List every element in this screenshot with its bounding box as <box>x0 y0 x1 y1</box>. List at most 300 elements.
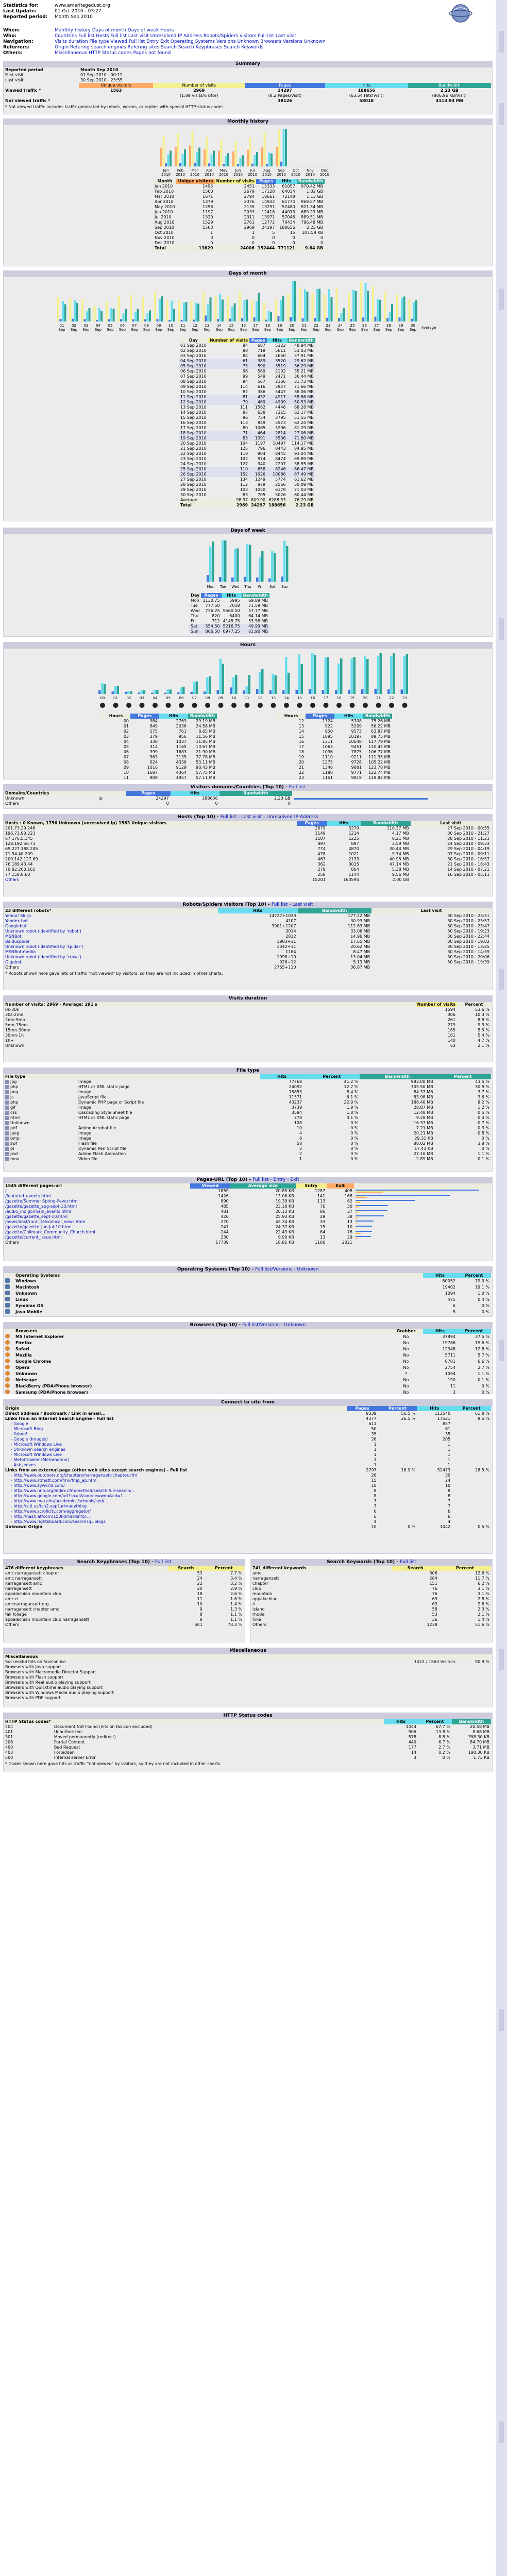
notviewed-value <box>153 98 245 104</box>
page-url[interactable]: /gazette/gazette_sept-10.html <box>5 1214 68 1219</box>
search-engine-name[interactable]: - MetaCrawler (Metamoteur) <box>11 1458 70 1462</box>
year-tick-label: 2010 <box>248 173 257 177</box>
robot-name[interactable]: Gigabot <box>5 960 22 964</box>
table-cell: 8 <box>448 1494 451 1498</box>
robot-row <box>4 950 491 955</box>
clock-icon <box>336 703 342 708</box>
filetype-ext <box>4 1151 77 1157</box>
referring-site-link[interactable]: - http://www.outdoors.org/chapters/narragansett-chapter.cfm <box>11 1473 138 1478</box>
day-value: 8445 <box>275 451 286 456</box>
month-tick-label: Sep <box>167 328 175 332</box>
browser-row <box>4 1352 491 1359</box>
filetype-bw-pct: 0 % <box>481 1136 489 1141</box>
notviewed-value: 4113.94 MB <box>435 98 463 103</box>
browsers-panel <box>3 1328 493 1394</box>
bandwidth-bar <box>301 664 303 694</box>
hour-label: 07 <box>123 755 129 759</box>
filetype-bandwidth: 7.21 MB <box>416 1126 433 1130</box>
os-panel <box>3 1273 493 1317</box>
daysofmonth-panel <box>3 277 493 521</box>
keyphrases-count: 8 <box>199 1617 202 1622</box>
month-tick-label: Sep <box>276 328 283 332</box>
hits-bar <box>271 551 274 582</box>
day-value: 75 <box>242 364 248 368</box>
file-icon <box>5 1090 9 1094</box>
os-links[interactable]: Full list/Versions - Unknown <box>255 1267 319 1272</box>
pages-bar <box>157 319 159 321</box>
hits-bar <box>297 166 299 167</box>
os-row <box>4 1291 491 1297</box>
pages-bar <box>256 578 259 582</box>
search-engine-name[interactable]: - Microsoft Windows Live <box>11 1442 62 1447</box>
hour-tick-label: 03 <box>140 696 144 700</box>
keyphrases-percent: 1.1 % <box>230 1612 242 1617</box>
referring-site-row <box>4 1473 491 1478</box>
filetype-desc: Image <box>78 1105 92 1110</box>
misc-value <box>328 1696 457 1701</box>
page-url[interactable]: /gazette/gazette_aug-sept-10.html <box>5 1204 77 1209</box>
others-label: Others <box>5 877 19 882</box>
day-label: 21 Sep 2010 <box>180 446 207 451</box>
filetype-hits: 108 <box>294 1121 302 1125</box>
filetype-ext <box>4 1141 77 1146</box>
month-tick-label: Sep <box>94 328 102 332</box>
search-engine-name[interactable]: - Microsoft Bing <box>11 1427 43 1431</box>
robot-name[interactable]: Unknown robot (identified by 'crawl') <box>5 955 81 959</box>
scroll-marker <box>499 2009 504 2031</box>
keyphrases-count: 53 <box>197 1571 202 1575</box>
bandwidth-bar <box>125 309 127 321</box>
total-value: 24006 <box>240 246 255 250</box>
scrollbar-track[interactable] <box>496 0 507 2576</box>
table-cell: 6 <box>374 1514 377 1519</box>
hits-bar <box>123 313 125 321</box>
table-cell <box>411 877 491 883</box>
hits-bar <box>231 307 233 321</box>
day-value: 1197 <box>255 441 266 446</box>
keyphrases-percent: 7.7 % <box>230 1571 242 1575</box>
page-url[interactable]: /gazette/current_issue.html <box>5 1235 62 1240</box>
day-row <box>179 477 315 482</box>
total-value: 2969 <box>236 503 248 507</box>
bandwidth-bar <box>379 300 381 321</box>
referring-site-link[interactable]: - http://siti.us/tsn2.asp?url=anything <box>11 1504 87 1509</box>
month-value: 1 <box>251 230 255 235</box>
status-hits: 906 <box>408 1730 416 1734</box>
day-tick-label: 12 <box>193 324 197 328</box>
bandwidth-bar <box>213 150 215 166</box>
filetype-row <box>4 1115 491 1121</box>
keyphrases-row <box>4 1617 244 1622</box>
day-value: 37.91 MB <box>294 353 314 358</box>
nav-links-referrers[interactable]: Origin Refering search engines Refering sites Search Search Keyphrases Search Keywords <box>55 45 264 50</box>
browsers-links[interactable]: Full list/Versions - Unknown <box>242 1323 306 1328</box>
hour-label: 11 <box>123 775 129 780</box>
others-row <box>4 1622 244 1628</box>
bandwidth-bar <box>222 300 224 321</box>
keyphrases-count: 24 <box>197 1576 202 1581</box>
month-value: 1.02 GB <box>307 189 324 194</box>
pages-links[interactable]: Full list - Entry - Exit <box>252 1177 299 1182</box>
browser-name: Safari <box>15 1347 29 1351</box>
notviewed-label: Not viewed traffic * <box>5 98 50 103</box>
bandwidth-bar <box>234 303 236 321</box>
day-row <box>179 451 315 456</box>
hits-bar <box>240 158 242 166</box>
page-url[interactable]: /news/dost/rural_telco/local_news.html <box>5 1219 86 1224</box>
weekday-label: Tue <box>191 603 198 608</box>
filetype-row <box>4 1121 491 1126</box>
hits-bar <box>298 654 301 694</box>
hits-bar <box>147 313 149 321</box>
host-last-visit: 27 Sep 2010 - 00:55 <box>447 826 489 831</box>
nav-links-others[interactable]: Miscellaneous HTTP Status codes Pages not found <box>55 50 171 56</box>
pages-bar <box>401 689 403 694</box>
robot-name[interactable]: Unknown robot (identified by 'spider') <box>5 944 83 949</box>
month-value: 1.13 GB <box>307 194 324 199</box>
page-url[interactable]: / <box>5 1189 7 1193</box>
hour-label: 05 <box>123 744 129 749</box>
page-url[interactable]: /audio_indigo/main_events.html <box>5 1209 71 1214</box>
browser-grabber: No <box>403 1365 409 1370</box>
month-value: 61057 <box>282 184 295 189</box>
robot-bandwidth: 13.04 MB <box>350 955 370 959</box>
status-code: 400 <box>5 1745 13 1750</box>
pages-bar <box>326 318 328 321</box>
table-cell <box>378 1519 417 1524</box>
status-percent: 13.8 % <box>436 1730 450 1734</box>
filetype-row <box>4 1079 491 1084</box>
bandwidth-bar <box>353 657 356 694</box>
search-engine-row <box>4 1452 491 1458</box>
monthly-panel <box>3 125 493 266</box>
weekday-label: Sun <box>191 629 199 634</box>
day-value: 1391 <box>255 436 266 440</box>
column-header <box>457 1654 491 1659</box>
keyphrases-full-list[interactable]: Full list <box>155 1560 172 1565</box>
weekday-value: 5216.75 <box>223 624 240 629</box>
hosts-title: Hosts (Top 10) - Full list - Last visit - Unresolved IP Address <box>3 814 493 820</box>
hits-bar <box>403 656 406 694</box>
robot-name[interactable]: Baiduspider <box>5 939 30 944</box>
month-tick-label: Sep <box>215 328 223 332</box>
viewed-bar <box>356 1215 384 1216</box>
robot-name[interactable]: Unknown robot (identified by 'robot') <box>5 929 81 934</box>
keywords-row <box>251 1581 491 1586</box>
origin-direct: Direct address / Bookmark / Link in email... <box>5 1411 106 1416</box>
pages-bar <box>223 164 225 166</box>
month-tick-label: Sep <box>361 328 368 332</box>
weekday-tick-label: Thu <box>244 585 251 589</box>
day-value: 5774 <box>275 477 286 482</box>
weekday-value: 64.14 MB <box>248 614 268 618</box>
table-cell: 1 <box>374 1452 377 1457</box>
unique-visitors-bar <box>175 147 177 166</box>
keywords-full-list[interactable]: Full list <box>400 1560 416 1565</box>
countries-title-text: Visitors domains/Countries (Top 10) <box>190 785 284 790</box>
visits-bar <box>154 292 156 322</box>
total-value: 771121 <box>278 246 295 250</box>
referring-site-link[interactable]: - http://www.stmatt.com/fmv/fmp_ap.htm <box>11 1478 97 1483</box>
nav-links-who[interactable]: Countries Full list Hosts Full list Last visit Unresolved IP Address Robots/Spiders visitors Full list Last visit <box>55 33 296 39</box>
table-row <box>153 184 325 189</box>
browser-hits: 5711 <box>445 1353 455 1358</box>
os-hits: 19402 <box>442 1285 455 1290</box>
pages-bar <box>309 689 311 694</box>
filetypes-title: File type <box>3 1067 493 1074</box>
visits-table <box>4 1002 491 1048</box>
filetype-row <box>4 1141 491 1146</box>
scrollbar-thumb[interactable] <box>499 31 504 53</box>
year-tick-label: 2010 <box>320 173 329 177</box>
keywords-row <box>251 1571 491 1576</box>
page-url[interactable]: /gazette/Chilmark_Community_Church.html <box>5 1230 95 1234</box>
filetype-hits-pct: 0 % <box>350 1157 359 1161</box>
pages-bar <box>168 320 171 321</box>
nav-menu <box>3 28 415 56</box>
hour-value: 9129 <box>176 765 187 770</box>
robot-bandwidth: 17.65 MB <box>350 939 370 944</box>
column-header: Pages <box>256 179 276 184</box>
os-icon-cell <box>4 1309 14 1315</box>
os-row <box>4 1297 491 1303</box>
robot-row <box>4 929 491 934</box>
hour-label: 14 <box>298 729 304 734</box>
exit-bar <box>356 1233 361 1234</box>
hits-bar <box>244 300 246 321</box>
hosts-table <box>4 821 491 883</box>
day-label: 16 Sep 2010 <box>180 420 207 425</box>
referring-site-link[interactable]: - http://www.rwu.edu/academics/schools/sed/... <box>11 1499 109 1503</box>
pages-bar <box>302 318 304 321</box>
os-hits: 1094 <box>445 1291 455 1296</box>
month-value: 1379 <box>202 199 213 204</box>
daysofmonth-table <box>179 338 315 508</box>
host-pages: 1107 <box>315 836 326 841</box>
page-url[interactable]: /gazette/Summer-Spring-Fever.html <box>5 1199 79 1204</box>
day-label: 05 Sep 2010 <box>180 364 207 368</box>
referring-site-link[interactable]: - http://www.nnp.org/index.cfm/method/search.full-search/... <box>11 1488 136 1493</box>
pages-bar <box>205 315 207 321</box>
host-hits: 864 <box>351 867 359 872</box>
keyphrases-term: amc narragansett chapter <box>5 1571 59 1575</box>
day-value: 36.06 MB <box>294 389 314 394</box>
month-value: 1560 <box>202 189 213 194</box>
hits-bar <box>256 301 258 321</box>
browser-hits: 6701 <box>445 1359 455 1364</box>
hits-bar <box>311 653 314 694</box>
nav-links-when[interactable]: Monthly history Days of month Days of week Hours <box>55 28 174 33</box>
table-cell <box>378 1499 417 1504</box>
referring-site-link[interactable]: - http://www.zyworld.com/ <box>11 1483 65 1488</box>
robots-table <box>4 908 491 970</box>
robot-name[interactable]: MSNBot <box>5 934 22 939</box>
day-value: 1249 <box>255 477 266 482</box>
page-entry: 86 <box>319 1209 326 1214</box>
day-tick-label: 23 <box>326 324 331 328</box>
column-header: Percent <box>457 1273 491 1278</box>
day-value: 83 <box>242 436 248 440</box>
keyphrases-row <box>4 1586 244 1591</box>
day-value: 464 <box>257 431 266 435</box>
browser-row <box>4 1383 491 1389</box>
month-value: 64034 <box>282 189 295 194</box>
host-hits: 4870 <box>348 846 359 851</box>
search-engine-name[interactable]: - Google <box>11 1421 28 1426</box>
hour-label: 06 <box>123 750 129 754</box>
keyphrases-percent: 3.2 % <box>230 1581 242 1586</box>
hits-bar <box>86 311 88 321</box>
host-row <box>4 846 491 852</box>
referring-site-link[interactable]: - http://www.google.com/url?sa=t&source=web&cd=1... <box>11 1494 127 1498</box>
column-header: Search <box>168 1566 204 1571</box>
day-value: 93.04 MB <box>294 451 314 456</box>
month-value: 1320 <box>202 215 213 219</box>
day-value: 5536 <box>275 436 286 440</box>
hour-tick-label: 06 <box>179 696 184 700</box>
hour-value: 330 <box>149 739 158 744</box>
file-icon <box>5 1116 9 1120</box>
robot-name[interactable]: Yahoo! Slurp <box>5 913 31 918</box>
hits-bar <box>154 690 156 694</box>
status-note: * Codes shown here gave hits or traffic "not viewed" by visitors, so they are not included in other charts. <box>5 1761 222 1766</box>
search-engine-name[interactable]: - Unknown search engines <box>11 1447 65 1452</box>
day-row <box>179 359 315 364</box>
status-code: 403 <box>5 1750 13 1755</box>
summary-first-value: 01 Sep 2010 - 00:12 <box>80 73 123 77</box>
referring-site-link[interactable]: - http://hash.at/com/150kd/hardinfo/... <box>11 1514 90 1519</box>
weekday-label: Thu <box>191 614 199 618</box>
bandwidth-bar <box>64 304 66 321</box>
table-row <box>153 189 325 194</box>
misc-percent <box>457 1690 491 1696</box>
hits-bar <box>195 303 197 321</box>
day-value: 99 <box>242 374 248 379</box>
filetype-hits: 24092 <box>289 1084 302 1089</box>
page-bars <box>354 1219 491 1225</box>
day-value: 5573 <box>275 420 286 425</box>
table-cell: 7 <box>448 1499 451 1503</box>
visits-bar <box>249 138 251 166</box>
weekday-value: 53.58 MB <box>248 619 268 623</box>
hour-value: 37.78 MB <box>196 755 215 759</box>
search-engine-name[interactable]: - Google (Images) <box>11 1437 48 1442</box>
search-engine-row <box>4 1442 491 1447</box>
hour-value: 1311 <box>322 739 333 744</box>
hour-value: 909 <box>149 775 158 780</box>
robot-name[interactable]: MSNBot-media <box>5 950 36 954</box>
hour-row <box>102 734 217 739</box>
month-tick-label: Oct <box>292 168 299 173</box>
hits-bar <box>364 656 366 694</box>
host-last-visit: 29 Sep 2010 - 04:19 <box>447 846 489 851</box>
nav-label: Who: <box>3 33 17 39</box>
robot-name[interactable]: Yandex bot <box>5 919 28 923</box>
hour-value: 8.65 MB <box>198 729 215 734</box>
referring-site-link[interactable]: - http://www.rightsboard.com/search?q=blogs <box>11 1519 106 1524</box>
weekday-value: 6400 <box>229 614 240 618</box>
misc-percent <box>457 1685 491 1690</box>
exit-bar <box>356 1202 360 1203</box>
host-hits: 1225 <box>348 836 359 841</box>
search-engine-name[interactable]: - Ask Jeeves <box>11 1463 36 1467</box>
nav-links-navigation[interactable]: Visits duration File type Viewed Full list Entry Exit Operating Systems Versions Unknown Browsers Versions Unknown <box>55 39 326 44</box>
weekday-value: 57.77 MB <box>248 608 268 613</box>
browser-icon-cell <box>4 1389 14 1396</box>
filetype-ext-text: pl <box>10 1146 14 1151</box>
day-value: 974 <box>257 456 266 461</box>
search-engine-name[interactable]: - Microsoft Windows Live <box>11 1452 62 1457</box>
referring-site-row <box>4 1509 491 1514</box>
header-value: 01 Oct 2010 - 03:27 <box>55 9 102 14</box>
hits-bar <box>337 664 340 694</box>
duration-visits: 140 <box>447 1038 455 1043</box>
browsers-title-text: Browsers (Top 10) <box>190 1323 238 1328</box>
robot-last-visit: 30 Sep 2010 - 20:06 <box>447 955 489 959</box>
filetype-bw-pct: 0 % <box>481 1146 489 1151</box>
month-value: 2794 <box>244 194 255 199</box>
file-icon <box>5 1106 9 1110</box>
bandwidth-bar <box>209 676 211 694</box>
hour-row <box>102 755 217 760</box>
browser-hits: 3 <box>452 1390 455 1395</box>
hosts-links[interactable]: Full list - Last visit - Unresolved IP Address <box>220 815 318 820</box>
column-header: Number of visits <box>215 179 256 184</box>
hour-label: 13 <box>298 724 304 728</box>
column-header: Hours <box>284 714 298 718</box>
robots-links[interactable]: Full list - Last visit <box>271 902 313 907</box>
countries-full-list-link[interactable]: Full list <box>289 785 306 790</box>
viewed-bar <box>356 1221 374 1222</box>
host-row <box>4 862 491 867</box>
month-tick-label: Nov <box>307 168 314 173</box>
filetype-hits-pct: 0 % <box>350 1131 359 1136</box>
page-url[interactable]: /gazette/gazette_jun-jul-10.html <box>5 1225 72 1229</box>
day-value: 134 <box>240 477 248 482</box>
table-cell: 611 <box>368 1421 377 1426</box>
table-cell <box>452 1463 491 1468</box>
robot-row <box>4 919 491 924</box>
filetype-hits-pct: 41.2 % <box>344 1079 359 1084</box>
hits-bar <box>325 657 327 694</box>
day-row <box>179 405 315 410</box>
page-url[interactable]: /featured_events.html <box>5 1194 51 1198</box>
table-cell: 1 <box>374 1458 377 1462</box>
pages-bar <box>84 319 86 321</box>
month-value: 2135 <box>244 205 255 209</box>
referring-site-row <box>4 1519 491 1524</box>
viewed-sub: (806.96 KB/Visit) <box>432 93 467 98</box>
day-label: 29 Sep 2010 <box>180 487 207 492</box>
others-row <box>4 965 491 970</box>
hits-bar <box>377 299 379 321</box>
table-cell: 8 <box>374 1488 377 1493</box>
hour-label: 16 <box>298 739 304 744</box>
keyphrases-percent: 2.9 % <box>230 1586 242 1591</box>
hour-value: 21.90 MB <box>196 750 215 754</box>
column-header: Day <box>191 593 200 598</box>
day-tick-label: 08 <box>144 324 149 328</box>
search-engine-name[interactable]: - Yahoo! <box>11 1432 28 1436</box>
hour-row <box>102 719 217 724</box>
page-row <box>4 1235 491 1240</box>
referring-site-link[interactable]: - http://www.scrollcity.com/aggregator/ <box>11 1509 91 1514</box>
clock-icon <box>350 703 355 708</box>
viewed-bar <box>356 1236 371 1237</box>
robot-name[interactable]: Googlebot <box>5 924 27 928</box>
table-cell: 7 <box>448 1504 451 1509</box>
keywords-count: 76 <box>432 1591 437 1596</box>
